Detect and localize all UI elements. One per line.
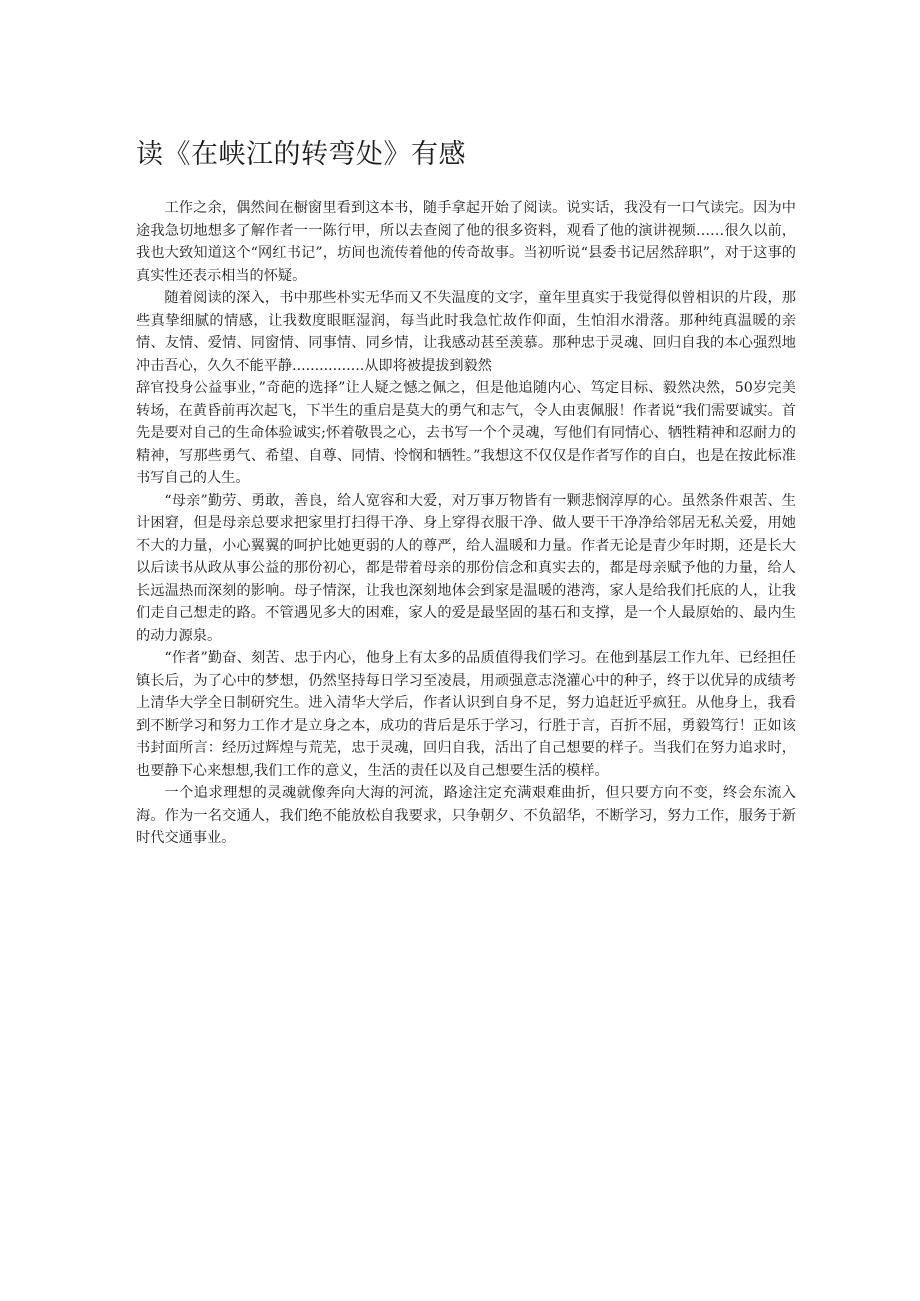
paragraph-intro: 工作之余，偶然间在橱窗里看到这本书，随手拿起开始了阅读。说实话，我没有一口气读完。因为中途我急切地想多了解作者一一陈行甲，所以去查阅了他的很多资料，观看了他的演讲视频……很久以前，我也大致知道这个“网红书记”，坊间也流传着他的传奇故事。当初听说“县委书记居然辞职”，对于这事的真实性还表示相当的怀疑。 (136, 200, 796, 284)
document-body (136, 197, 796, 850)
paragraph-conclusion: 一个追求理想的灵魂就像奔向大海的河流，路途注定充满艰难曲折，但只要方向不变，终会东流入海。作为一名交通人，我们绝不能放松自我要求，只争朝夕、不负韶华，不断学习，努力工作，服务于新时代交通事业。 (136, 785, 796, 846)
paragraph-career-choice: 辞官投身公益事业，”奇葩的选择”让人疑之憾之佩之，但是他追随内心、笃定目标、毅然决然，50岁完美转场，在黄昏前再次起飞，下半生的重启是莫大的勇气和志气，令人由衷佩服！作者说“我们需要诚实。首先是要对自己的生命体验诚实;怀着敬畏之心，去书写一个个灵魂，写他们有同情心、牺牲精神和忍耐力的精神，写那些勇气、希望、自尊、同情、怜悯和牺牲。”我想这不仅仅是作者写作的自白，也是在按此标准书写自己的人生。 (136, 380, 796, 486)
paragraph-mother: “母亲”勤劳、勇敢，善良，给人宽容和大爱，对万事万物皆有一颗悲悯淳厚的心。虽然条件艰苦、生计困窘，但是母亲总要求把家里打扫得干净、身上穿得衣服干净、做人要干干净净给邻居无私关爱，用她不大的力量，小心翼翼的呵护比她更弱的人的尊严，给人温暖和力量。作者无论是青少年时期，还是长大以后读书从政从事公益的那份初心，都是带着母亲的那份信念和真实去的，都是母亲赋予他的力量，给人长远温热而深刻的影响。母子情深，让我也深刻地体会到家是温暖的港湾，家人是给我们托底的人，让我们走自己想走的路。不管遇见多大的困难，家人的爱是最坚固的基石和支撑，是一个人最原始的、最内生的动力源泉。 (136, 492, 796, 644)
document-title: 读《在峡江的转弯处》有感 (136, 139, 466, 170)
paragraph-author: “作者”勤奋、刻苦、忠于内心，他身上有太多的品质值得我们学习。在他到基层工作九年、已经担任镇长后，为了心中的梦想，仍然坚持每日学习至凌晨，用顽强意志浇灌心中的种子，终于以优异的成绩考上清华大学全日制研究生。进入清华大学后，作者认识到自身不足，努力追赶近乎疯狂。从他身上，我看到不断学习和努力工作才是立身之本，成功的背后是乐于学习，行胜于言，百折不屈，勇毅笃行！正如该书封面所言：经历过辉煌与荒芜，忠于灵魂，回归自我，活出了自己想要的样子。当我们在努力追求时，也要静下心来想想,我们工作的意义，生活的责任以及自己想要生活的模样。 (136, 650, 796, 779)
paragraph-reading-impression: 随着阅读的深入，书中那些朴实无华而又不失温度的文字，童年里真实于我觉得似曾相识的片段，那些真挚细腻的情感，让我数度眼眶湿润，每当此时我急忙故作仰面，生怕泪水滑落。那种纯真温暖的亲情、友情、爱情、同窗情、同事情、同乡情，让我感动甚至羡慕。那种忠于灵魂、回归自我的本心强烈地冲击吾心，久久不能平静................从即将被提拔到毅然 (136, 290, 796, 374)
